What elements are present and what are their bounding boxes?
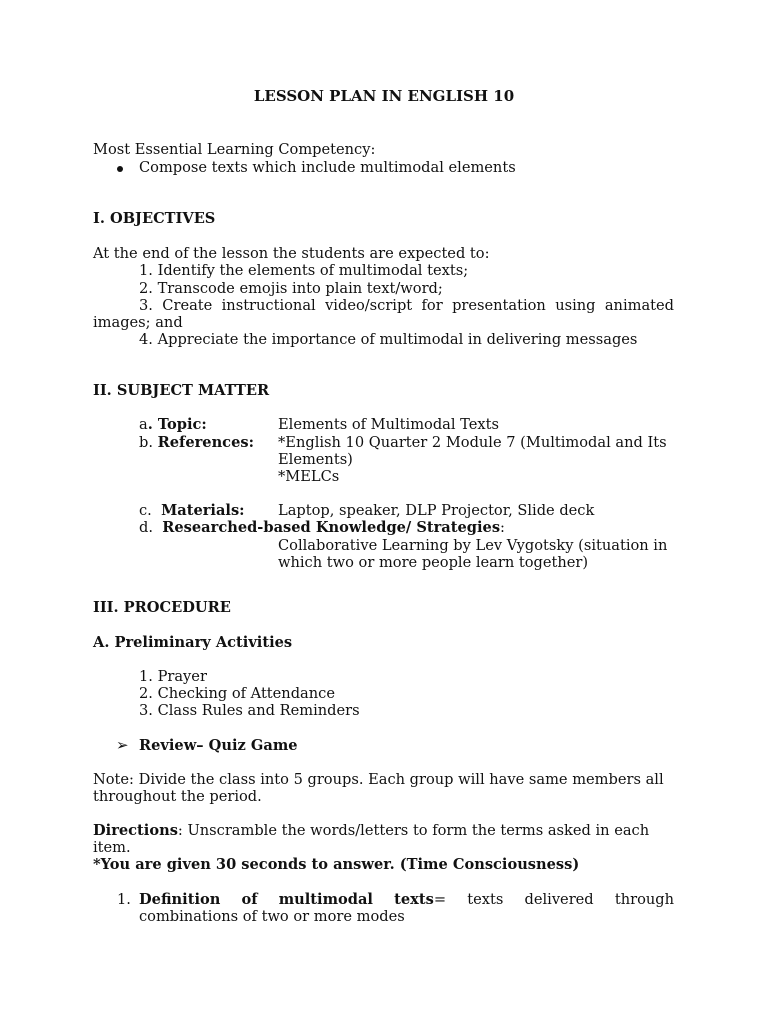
question-word: texts bbox=[467, 891, 504, 908]
materials-row bbox=[139, 502, 245, 519]
objective-word: presentation bbox=[452, 297, 546, 314]
objective-item-3-number: 3. bbox=[139, 297, 153, 314]
page-title: LESSON PLAN IN ENGLISH 10 bbox=[253, 87, 515, 105]
review-label: Review– Quiz Game bbox=[139, 737, 298, 754]
objective-word: for bbox=[421, 297, 443, 314]
strategies-value: which two or more people learn together) bbox=[278, 554, 589, 571]
topic-value: Elements of Multimodal Texts bbox=[278, 416, 499, 433]
objective-word: instructional bbox=[221, 297, 316, 314]
objective-word: video/script bbox=[325, 297, 413, 314]
objective-item: 1. Identify the elements of multimodal texts; bbox=[139, 262, 469, 279]
procedure-heading: III. PROCEDURE bbox=[93, 599, 231, 616]
question-word: Definition bbox=[139, 891, 221, 908]
topic-row bbox=[139, 416, 207, 433]
subject-heading: II. SUBJECT MATTER bbox=[93, 382, 270, 399]
strategies-label: Researched-based Knowledge/ Strategies bbox=[162, 519, 501, 536]
question-word: texts bbox=[394, 891, 434, 908]
question-1-line bbox=[139, 891, 674, 908]
references-label: References: bbox=[157, 434, 254, 451]
strategies-value: Collaborative Learning by Lev Vygotsky (situation in bbox=[278, 537, 668, 554]
references-row bbox=[139, 434, 254, 451]
directions-text: : Unscramble the words/letters to form the terms asked in each bbox=[177, 822, 650, 839]
strategies-row bbox=[139, 519, 505, 536]
prelim-item: 3. Class Rules and Reminders bbox=[139, 702, 360, 719]
objectives-heading: I. OBJECTIVES bbox=[93, 210, 216, 227]
question-word: through bbox=[614, 891, 674, 908]
question-number: 1. bbox=[117, 891, 131, 908]
arrow-bullet-icon: ➢ bbox=[116, 736, 129, 754]
directions-line-2: item. bbox=[93, 839, 131, 856]
topic-label: . Topic: bbox=[147, 416, 207, 433]
directions-label: Directions bbox=[93, 822, 178, 839]
note-line: Note: Divide the class into 5 groups. Each group will have same members all bbox=[93, 771, 664, 788]
topic-letter: a bbox=[139, 416, 148, 433]
objective-word: Create bbox=[162, 297, 213, 314]
references-value: *English 10 Quarter 2 Module 7 (Multimodal and Its bbox=[278, 434, 667, 451]
objective-item: 4. Appreciate the importance of multimodal in delivering messages bbox=[139, 331, 638, 348]
question-word: delivered bbox=[524, 891, 594, 908]
materials-label: Materials: bbox=[161, 502, 245, 519]
question-1-line-2: combinations of two or more modes bbox=[139, 908, 405, 925]
time-note: *You are given 30 seconds to answer. (Time Consciousness) bbox=[93, 856, 580, 873]
prelim-item: 1. Prayer bbox=[139, 668, 207, 685]
prelim-item: 2. Checking of Attendance bbox=[139, 685, 335, 702]
objective-word: using bbox=[555, 297, 596, 314]
bullet-icon bbox=[117, 166, 123, 172]
note-line: throughout the period. bbox=[93, 788, 262, 805]
question-word: of bbox=[241, 891, 258, 908]
objective-item: 2. Transcode emojis into plain text/word; bbox=[139, 280, 443, 297]
materials-value: Laptop, speaker, DLP Projector, Slide deck bbox=[278, 502, 595, 519]
references-value: Elements) bbox=[278, 451, 353, 468]
objectives-intro: At the end of the lesson the students are expected to: bbox=[93, 245, 490, 262]
references-value: *MELCs bbox=[278, 468, 340, 485]
directions-line bbox=[93, 822, 649, 839]
objective-item-3-cont: images; and bbox=[93, 314, 183, 331]
prelim-heading: A. Preliminary Activities bbox=[93, 634, 293, 651]
strategies-letter: d. bbox=[139, 519, 153, 536]
materials-letter: c. bbox=[139, 502, 152, 519]
question-word: multimodal bbox=[278, 891, 373, 908]
references-letter: b. bbox=[139, 434, 153, 451]
melc-label: Most Essential Learning Competency: bbox=[93, 141, 376, 158]
melc-item: Compose texts which include multimodal elements bbox=[139, 159, 516, 176]
objective-item-3 bbox=[139, 297, 674, 314]
strategies-colon: : bbox=[500, 519, 505, 536]
question-equals: = bbox=[433, 891, 447, 908]
objective-word: animated bbox=[604, 297, 674, 314]
